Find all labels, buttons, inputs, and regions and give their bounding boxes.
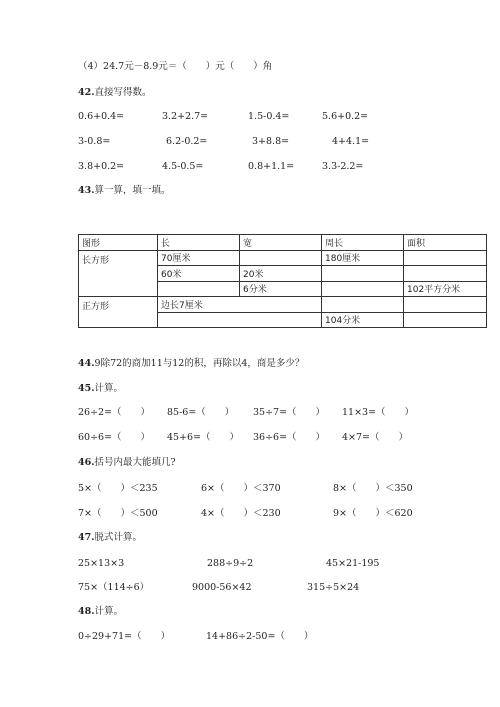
table-cell[interactable]: [158, 281, 240, 297]
question-title: 计算。: [94, 383, 124, 394]
table-header: 面积: [404, 235, 487, 251]
table-cell: 边长7厘米: [158, 297, 322, 313]
calc-item: 5.6+0.2=: [322, 111, 369, 122]
question-44: [78, 359, 304, 369]
shape-label-rectangle: 长方形: [79, 250, 158, 297]
table-cell[interactable]: [158, 312, 322, 328]
table-cell[interactable]: [322, 297, 404, 313]
table-cell[interactable]: [322, 281, 404, 297]
table-cell[interactable]: [404, 297, 487, 313]
table-header: 长: [158, 235, 240, 251]
table-cell[interactable]: [240, 250, 322, 266]
question-43-heading: [78, 186, 171, 196]
question-45-heading: [78, 384, 123, 394]
calc-item: 5×（ ）＜235: [78, 483, 158, 494]
calc-item: 11×3=（ ）: [342, 407, 415, 418]
table-cell: 104分米: [322, 312, 404, 328]
calc-item: 6×（ ）＜370: [201, 483, 281, 494]
calc-item: 6.2-0.2=: [166, 136, 208, 147]
calc-item: 8×（ ）＜350: [333, 483, 413, 494]
calc-item: 9000-56×42: [192, 582, 252, 593]
calc-item: 45×21-195: [326, 558, 380, 569]
question-number: 42.: [78, 87, 95, 98]
calc-item: 4+4.1=: [332, 136, 370, 147]
table-header: 宽: [240, 235, 322, 251]
table-cell[interactable]: [404, 312, 487, 328]
table-header: 图形: [79, 235, 158, 251]
calc-item: 60÷6=（ ）: [78, 432, 151, 443]
calc-item: 36÷6=（ ）: [253, 432, 326, 443]
table-cell: 60米: [158, 266, 240, 282]
calc-item: 3-0.8=: [78, 136, 111, 147]
question-number: 47.: [78, 532, 95, 543]
question-number: 45.: [78, 383, 95, 394]
table-header: 周长: [322, 235, 404, 251]
table-cell: 102平方分米: [404, 281, 487, 297]
table-cell: 180厘米: [322, 250, 404, 266]
question-number: 46.: [78, 457, 95, 468]
calc-item: 3.3-2.2=: [322, 161, 364, 172]
question-number: 44.: [78, 358, 95, 369]
question-title: 计算。: [94, 606, 124, 617]
calc-item: 26÷2=（ ）: [78, 407, 151, 418]
calc-item: 0÷29+71=（ ）: [78, 631, 171, 642]
question-47-heading: [78, 533, 142, 543]
question-title: 算一算，填一填。: [94, 185, 171, 196]
calc-item: 3.8+0.2=: [78, 161, 125, 172]
question-number: 43.: [78, 185, 95, 196]
table-row: [79, 250, 487, 266]
table-header-row: [79, 235, 487, 251]
question-46-heading: [78, 458, 176, 468]
calc-item: 75×（114÷6）: [78, 582, 150, 593]
shape-table: [78, 234, 487, 328]
table-cell[interactable]: [404, 266, 487, 282]
table-cell: 6分米: [240, 281, 322, 297]
calc-item: 3+8.8=: [252, 136, 290, 147]
question-title: 括号内最大能填几?: [94, 457, 176, 468]
calc-item: 315÷5×24: [307, 582, 360, 593]
calc-item: 35÷7=（ ）: [253, 407, 326, 418]
question-title: 直接写得数。: [94, 87, 152, 98]
calc-item: 4×7=（ ）: [342, 432, 409, 443]
question-number: 48.: [78, 606, 95, 617]
calc-item: 85-6=（ ）: [167, 407, 235, 418]
question-part-4: （4）24.7元－8.9元＝（ ）元（ ）角: [78, 61, 273, 72]
question-42-heading: [78, 88, 152, 98]
calc-item: 25×13×3: [78, 558, 125, 569]
calc-item: 3.2+2.7=: [162, 111, 209, 122]
calc-item: 7×（ ）＜500: [78, 508, 158, 519]
calc-item: 4.5-0.5=: [162, 161, 204, 172]
calc-item: 0.6+0.4=: [78, 111, 125, 122]
table-cell: 70厘米: [158, 250, 240, 266]
question-48-heading: [78, 607, 123, 617]
table-cell: 20米: [240, 266, 322, 282]
calc-item: 288÷9÷2: [207, 558, 254, 569]
question-text: 9除72的商加11与12的积，再除以4，商是多少？: [94, 358, 305, 369]
question-title: 脱式计算。: [94, 532, 143, 543]
calc-item: 4×（ ）＜230: [201, 508, 281, 519]
table-row: [79, 297, 487, 313]
calc-item: 1.5-0.4=: [248, 111, 290, 122]
shape-label-square: 正方形: [79, 297, 158, 328]
calc-item: 45+6=（ ）: [167, 432, 240, 443]
calc-item: 14+86÷2-50=（ ）: [206, 631, 314, 642]
table-cell[interactable]: [404, 250, 487, 266]
calc-item: 0.8+1.1=: [248, 161, 295, 172]
calc-item: 9×（ ）＜620: [333, 508, 413, 519]
table-cell[interactable]: [322, 266, 404, 282]
